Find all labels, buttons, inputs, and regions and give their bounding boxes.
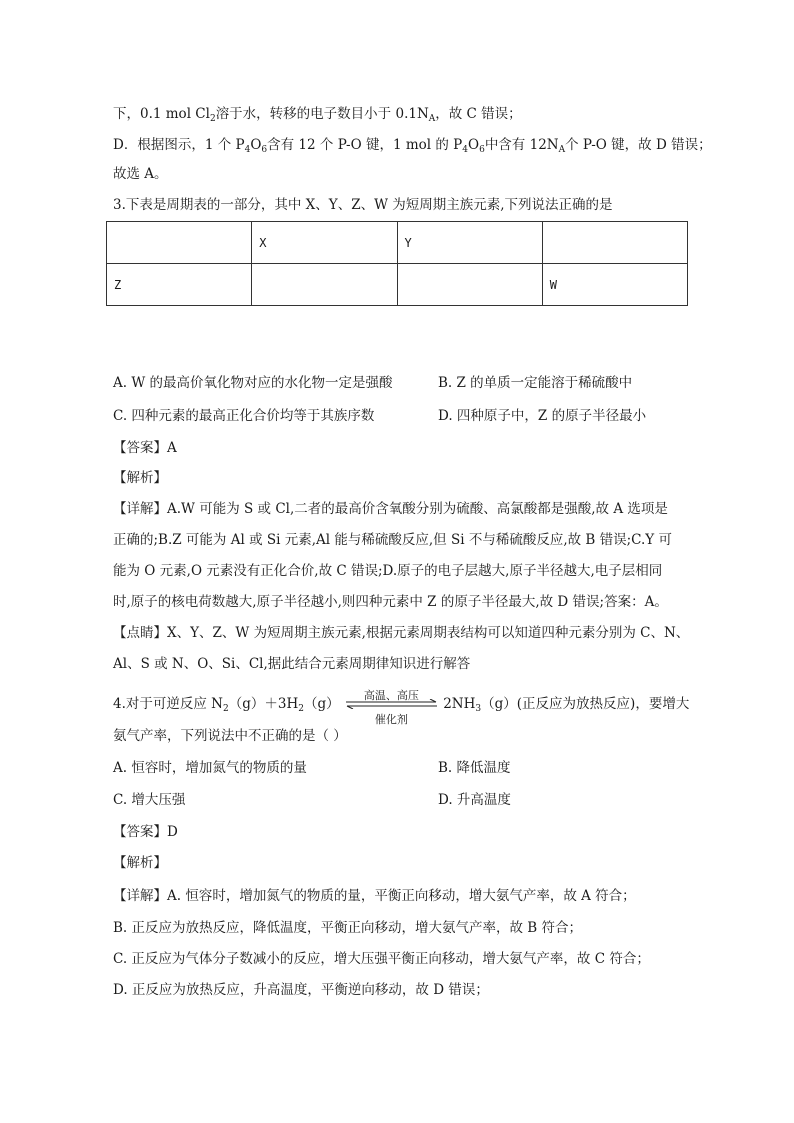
option-d: D. 升高温度 bbox=[438, 792, 511, 808]
subscript: 2 bbox=[222, 704, 229, 714]
text-span: （g） bbox=[303, 696, 340, 712]
analysis-label: 【解析】 bbox=[113, 470, 167, 486]
question-3-stem: 3.下表是周期表的一部分，其中 X、Y、Z、W 为短周期主族元素,下列说法正确的是 bbox=[113, 197, 613, 213]
text-span: 2NH bbox=[443, 696, 476, 712]
text-span: 溶于水，转移的电子数目小于 0.1N bbox=[215, 106, 429, 122]
reaction-condition-top: 高温、高压 bbox=[363, 689, 419, 702]
answer-label: 【答案】D bbox=[113, 824, 178, 840]
option-a: A. 恒容时，增加氮气的物质的量 bbox=[113, 760, 307, 776]
equilibrium-arrow-icon bbox=[344, 699, 439, 709]
text-line bbox=[113, 104, 522, 129]
table-cell bbox=[397, 264, 542, 306]
explanation-line: 【详解】A. 恒容时，增加氮气的物质的量，平衡正向移动，增大氨气产率，故 A 符合； bbox=[113, 888, 636, 904]
text-span: （g）(正反应为放热反应)，要增大 bbox=[481, 696, 690, 712]
explanation-line: D. 正反应为放热反应，升高温度，平衡逆向移动，故 D 错误； bbox=[113, 982, 489, 998]
subscript: 2 bbox=[298, 704, 304, 714]
analysis-label: 【解析】 bbox=[113, 855, 167, 871]
subscript: 6 bbox=[479, 145, 485, 155]
answer-label: 【答案】A bbox=[113, 440, 177, 456]
table-cell bbox=[107, 222, 252, 264]
explanation-line: 正确的;B.Z 可能为 Al 或 Si 元素,Al 能与稀硫酸反应,但 Si 不与稀硫酸反应,故 B 错误;C.Y 可 bbox=[113, 532, 673, 548]
text-span: 个 P-O 键，故 D 错误； bbox=[565, 137, 712, 153]
tip-line: Al、S 或 N、O、Si、Cl,据此结合元素周期律知识进行解答 bbox=[113, 656, 471, 672]
explanation-line: B. 正反应为放热反应，降低温度，平衡正向移动，增大氨气产率，故 B 符合； bbox=[113, 920, 583, 936]
subscript: A bbox=[558, 145, 566, 155]
option-c: C. 增大压强 bbox=[113, 792, 186, 808]
table-cell: X bbox=[252, 222, 397, 264]
text-span: D．根据图示，1 个 P bbox=[113, 137, 245, 153]
option-b: B. 降低温度 bbox=[438, 760, 511, 776]
table-row bbox=[107, 264, 688, 306]
subscript: 6 bbox=[261, 145, 268, 155]
subscript: 3 bbox=[475, 704, 482, 714]
option-d: D. 四种原子中，Z 的原子半径最小 bbox=[438, 408, 647, 424]
subscript: 4 bbox=[244, 145, 251, 155]
option-b: B. Z 的单质一定能溶于稀硫酸中 bbox=[438, 375, 633, 391]
table-cell: W bbox=[542, 264, 687, 306]
periodic-table-fragment bbox=[106, 221, 688, 306]
table-cell bbox=[252, 264, 397, 306]
text-span: 4.对于可逆反应 N bbox=[113, 696, 223, 712]
subscript: 2 bbox=[209, 114, 216, 124]
subscript: 4 bbox=[462, 145, 468, 155]
text-span: O bbox=[250, 137, 262, 153]
table-cell bbox=[542, 222, 687, 264]
text-span: 下，0.1 mol Cl bbox=[113, 106, 210, 122]
text-line bbox=[113, 135, 712, 160]
subscript: A bbox=[428, 114, 436, 124]
explanation-line: 时,原子的核电荷数越大,原子半径越小,则四种元素中 Z 的原子半径最大,故 D 错误;答案：A。 bbox=[113, 594, 668, 610]
reaction-condition-bottom: 催化剂 bbox=[374, 713, 408, 726]
question-4-stem bbox=[113, 689, 690, 726]
reversible-arrow bbox=[344, 689, 439, 726]
table-cell: Z bbox=[107, 264, 252, 306]
explanation-line: 【详解】A.W 可能为 S 或 Cl,二者的最高价含氧酸分别为硫酸、高氯酸都是强酸,故 A 选项是 bbox=[113, 501, 668, 517]
text-span: 中含有 12N bbox=[484, 137, 559, 153]
table-cell: Y bbox=[397, 222, 542, 264]
text-span: 含有 12 个 P-O 键，1 mol 的 P bbox=[267, 137, 463, 153]
text-span: O bbox=[468, 137, 480, 153]
text-span: （g）＋3H bbox=[228, 696, 299, 712]
explanation-line: C. 正反应为气体分子数减小的反应，增大压强平衡正向移动，增大氨气产率，故 C 符合； bbox=[113, 951, 650, 967]
text-line: 氨气产率，下列说法中不正确的是（ ） bbox=[113, 728, 347, 744]
option-c: C. 四种元素的最高正化合价均等于其族序数 bbox=[113, 408, 375, 424]
text-span: ，故 C 错误； bbox=[435, 106, 522, 122]
explanation-line: 能为 O 元素,O 元素没有正化合价,故 C 错误;D.原子的电子层越大,原子半径越大,电子层相同 bbox=[113, 563, 663, 579]
table-row bbox=[107, 222, 688, 264]
tip-line: 【点睛】X、Y、Z、W 为短周期主族元素,根据元素周期表结构可以知道四种元素分别为 C、N、 bbox=[113, 625, 690, 641]
option-a: A. W 的最高价氧化物对应的水化物一定是强酸 bbox=[113, 375, 393, 391]
text-line: 故选 A。 bbox=[113, 166, 168, 182]
